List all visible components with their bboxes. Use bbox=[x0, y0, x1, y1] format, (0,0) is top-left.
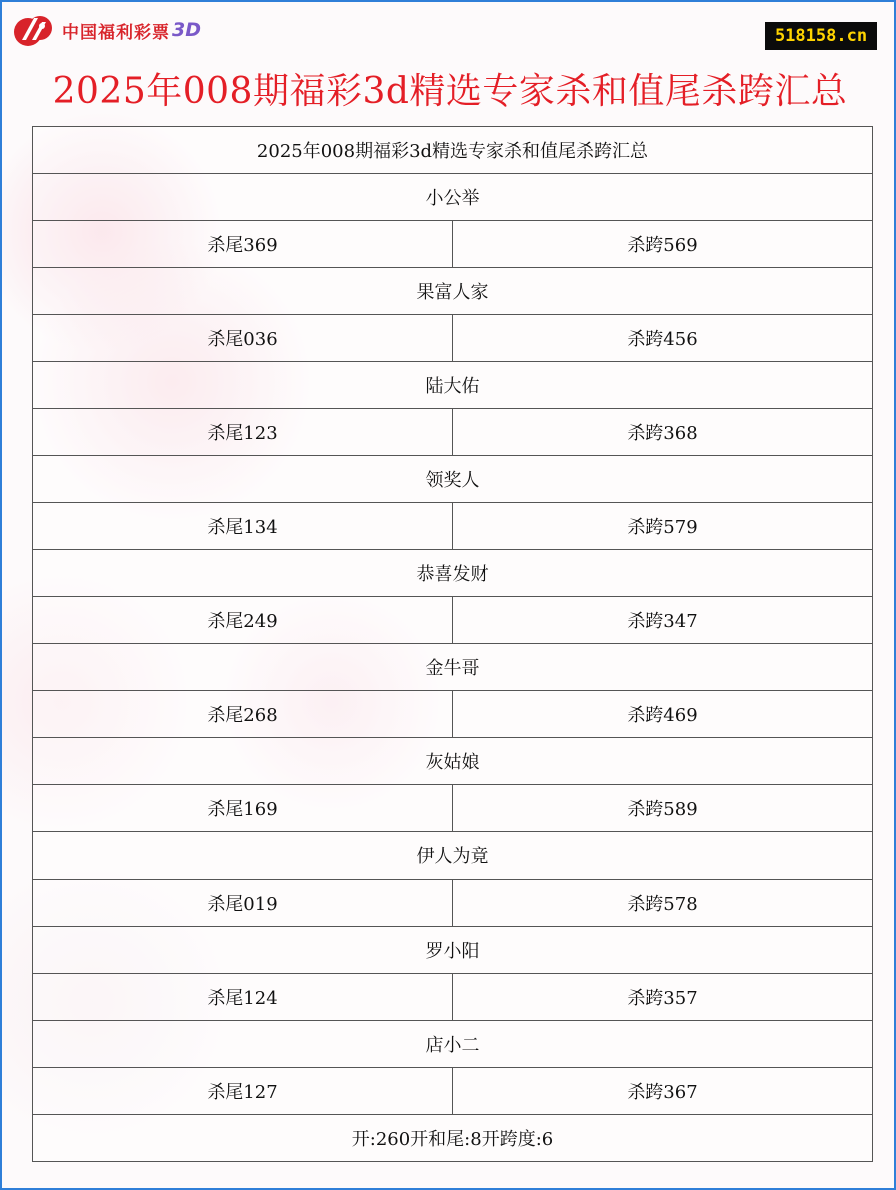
kill-span-cell: 杀跨469 bbox=[453, 691, 873, 738]
prediction-row bbox=[33, 221, 873, 268]
kill-span-cell: 杀跨569 bbox=[453, 221, 873, 268]
table-header: 2025年008期福彩3d精选专家杀和值尾杀跨汇总 bbox=[33, 127, 873, 174]
kill-span-cell: 杀跨367 bbox=[453, 1067, 873, 1114]
kill-tail-cell: 杀尾249 bbox=[33, 597, 453, 644]
expert-row bbox=[33, 362, 873, 409]
expert-name: 伊人为竟 bbox=[33, 832, 873, 879]
kill-span-cell: 杀跨357 bbox=[453, 973, 873, 1020]
expert-name: 灰姑娘 bbox=[33, 738, 873, 785]
draw-result: 开:260开和尾:8开跨度:6 bbox=[33, 1114, 873, 1161]
kill-span-cell: 杀跨578 bbox=[453, 879, 873, 926]
prediction-row bbox=[33, 503, 873, 550]
expert-name: 果富人家 bbox=[33, 268, 873, 315]
draw-result-row bbox=[33, 1114, 873, 1161]
prediction-row bbox=[33, 879, 873, 926]
kill-span-cell: 杀跨368 bbox=[453, 409, 873, 456]
kill-span-cell: 杀跨456 bbox=[453, 315, 873, 362]
expert-name: 领奖人 bbox=[33, 456, 873, 503]
page-title: 2025年008期福彩3d精选专家杀和值尾杀跨汇总 bbox=[52, 71, 848, 112]
kill-tail-cell: 杀尾369 bbox=[33, 221, 453, 268]
prediction-row bbox=[33, 785, 873, 832]
expert-row bbox=[33, 456, 873, 503]
expert-row bbox=[33, 268, 873, 315]
kill-span-cell: 杀跨579 bbox=[453, 503, 873, 550]
table-header-row bbox=[33, 127, 873, 174]
prediction-row bbox=[33, 1067, 873, 1114]
expert-name: 陆大佑 bbox=[33, 362, 873, 409]
prediction-row bbox=[33, 315, 873, 362]
expert-name: 金牛哥 bbox=[33, 644, 873, 691]
expert-row bbox=[33, 174, 873, 221]
expert-row bbox=[33, 832, 873, 879]
prediction-row bbox=[33, 973, 873, 1020]
expert-name: 罗小阳 bbox=[33, 926, 873, 973]
results-table bbox=[32, 126, 873, 1162]
kill-tail-cell: 杀尾036 bbox=[33, 315, 453, 362]
expert-row bbox=[33, 926, 873, 973]
kill-tail-cell: 杀尾127 bbox=[33, 1067, 453, 1114]
kill-tail-cell: 杀尾019 bbox=[33, 879, 453, 926]
site-badge[interactable]: 518158.cn bbox=[765, 22, 877, 50]
kill-tail-cell: 杀尾268 bbox=[33, 691, 453, 738]
expert-name: 店小二 bbox=[33, 1020, 873, 1067]
kill-span-cell: 杀跨589 bbox=[453, 785, 873, 832]
prediction-row bbox=[33, 691, 873, 738]
expert-row bbox=[33, 738, 873, 785]
expert-name: 恭喜发财 bbox=[33, 550, 873, 597]
kill-span-cell: 杀跨347 bbox=[453, 597, 873, 644]
kill-tail-cell: 杀尾134 bbox=[33, 503, 453, 550]
prediction-row bbox=[33, 409, 873, 456]
logo-3d-text: 3D bbox=[172, 19, 201, 41]
kill-tail-cell: 杀尾124 bbox=[33, 973, 453, 1020]
brand-logo[interactable] bbox=[12, 10, 201, 50]
expert-row bbox=[33, 550, 873, 597]
prediction-row bbox=[33, 597, 873, 644]
expert-row bbox=[33, 1020, 873, 1067]
expert-row bbox=[33, 644, 873, 691]
kill-tail-cell: 杀尾169 bbox=[33, 785, 453, 832]
logo-text: 中国福利彩票 bbox=[62, 22, 170, 43]
cwl-logo-icon bbox=[12, 10, 56, 50]
kill-tail-cell: 杀尾123 bbox=[33, 409, 453, 456]
expert-name: 小公举 bbox=[33, 174, 873, 221]
